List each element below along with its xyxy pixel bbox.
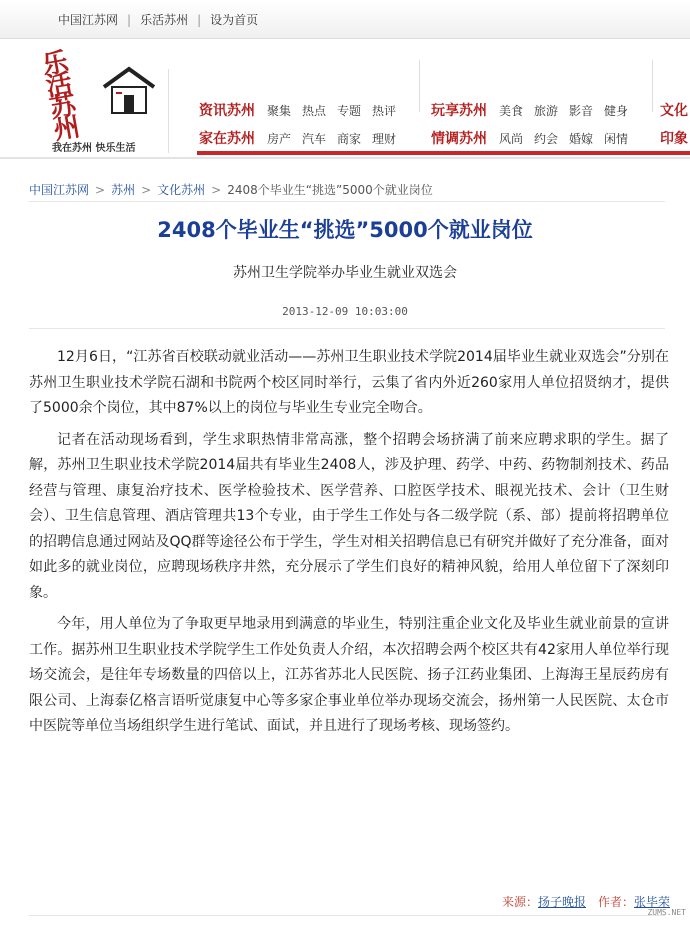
article-paragraph: 记者在活动现场看到，学生求职热情非常高涨，整个招聘会场挤满了前来应聘求职的学生。据了解，苏州卫生职业技术学院2014届共有毕业生2408人，涉及护理、药学、中药、药物制剂技术、药品经营与管理、康复治疗技术、医学检验技术、医学营养、口腔医学技术、眼视光技术、会计（卫生财会）、卫生信息管理、酒店管理共13个专业，由于学生工作处与各二级学院（系、部）提前将招聘单位的招聘信息通过网站及QQ群等途径公布于学生，学生对相关招聘信息已有研究并做好了充分准备，面对如此多的就业岗位，应聘现场秩序井然，充分展示了学生们良好的精神风貌，给用人单位留下了深刻印象。 bbox=[29, 431, 669, 601]
article-body bbox=[29, 345, 669, 746]
source-label: 来源： bbox=[501, 895, 538, 909]
breadcrumb-link[interactable]: 中国江苏网 bbox=[29, 183, 90, 197]
breadcrumb-link[interactable]: 苏州 bbox=[111, 183, 136, 197]
article-source bbox=[502, 893, 670, 910]
article-paragraph: 今年，用人单位为了争取更早地录用到满意的毕业生，特别注重企业文化及毕业生就业前景的宣讲工作。据苏州卫生职业技术学院学生工作处负责人介绍，本次招聘会两个校区共有42家用人单位举行现场交流会，是往年专场数量的四倍以上，江苏省苏北人民医院、扬子江药业集团、上海海王星辰药房有限公司、上海泰亿格言语听觉康复中心等多家企事业单位举办现场交流会，扬州第一人民医院、太仓市中医院等单位当场组织学生进行笔试、面试，并且进行了现场考核、现场签约。 bbox=[29, 616, 669, 734]
nav-row-play bbox=[431, 100, 639, 120]
link-set-homepage[interactable]: 设为首页 bbox=[210, 13, 259, 27]
nav-item[interactable]: 旅游 bbox=[534, 103, 559, 118]
divider bbox=[29, 915, 665, 916]
watermark: ZUMS.NET bbox=[647, 908, 686, 917]
nav-item[interactable]: 婚嫁 bbox=[569, 131, 594, 146]
nav-item[interactable]: 热点 bbox=[302, 103, 327, 118]
nav-item[interactable]: 理财 bbox=[372, 131, 397, 146]
article-subtitle: 苏州卫生学院举办毕业生就业双选会 bbox=[233, 265, 457, 281]
separator: | bbox=[127, 12, 132, 27]
nav-item[interactable]: 美食 bbox=[499, 103, 524, 118]
source-link[interactable]: 扬子晚报 bbox=[537, 895, 586, 909]
nav-item[interactable]: 热评 bbox=[372, 103, 397, 118]
nav-item[interactable]: 房产 bbox=[267, 131, 292, 146]
breadcrumb bbox=[29, 181, 433, 198]
divider bbox=[29, 201, 665, 202]
link-lehuo-suzhou[interactable]: 乐活苏州 bbox=[140, 13, 189, 27]
nav-item[interactable]: 影音 bbox=[569, 103, 594, 118]
divider bbox=[652, 60, 653, 112]
divider bbox=[168, 69, 169, 153]
top-links bbox=[58, 11, 258, 28]
nav-item[interactable]: 汽车 bbox=[302, 131, 327, 146]
nav-red-bar bbox=[197, 151, 690, 155]
nav-item[interactable]: 商家 bbox=[337, 131, 362, 146]
logo-calligraphy: 乐活苏州 bbox=[39, 47, 83, 147]
nav-item[interactable]: 闲情 bbox=[604, 131, 629, 146]
divider bbox=[29, 328, 665, 329]
site-logo[interactable] bbox=[39, 47, 158, 154]
nav-item[interactable]: 聚集 bbox=[267, 103, 292, 118]
author-label: 作者： bbox=[597, 895, 634, 909]
nav-item[interactable]: 风尚 bbox=[499, 131, 524, 146]
nav-row-mood bbox=[431, 128, 639, 148]
author-link[interactable]: 张毕荣 bbox=[633, 895, 670, 909]
top-bar bbox=[0, 0, 690, 39]
breadcrumb-arrow: > bbox=[211, 183, 222, 197]
nav-row-impression bbox=[660, 128, 690, 148]
nav-category[interactable]: 印象 bbox=[660, 131, 688, 147]
nav-item[interactable]: 约会 bbox=[534, 131, 559, 146]
house-icon bbox=[102, 63, 156, 119]
article-paragraph: 12月6日，“江苏省百校联动就业活动——苏州卫生职业技术学院2014届毕业生就业双选会”分别在苏州卫生职业技术学院石湖和书院两个校区同时举行，云集了省内外近260家用人单位招贤纳才，提供了5000余个岗位，其中87%以上的岗位与毕业生专业完全吻合。 bbox=[29, 349, 669, 416]
article-title: 2408个毕业生“挑选”5000个就业岗位 bbox=[157, 218, 533, 242]
nav-category[interactable]: 家在苏州 bbox=[199, 131, 255, 147]
nav-category[interactable]: 情调苏州 bbox=[431, 131, 487, 147]
nav-category[interactable]: 资讯苏州 bbox=[199, 103, 255, 119]
nav-row-news bbox=[199, 100, 407, 120]
site-header bbox=[0, 39, 690, 159]
nav-item[interactable]: 健身 bbox=[604, 103, 629, 118]
nav-category[interactable]: 文化 bbox=[660, 103, 688, 119]
separator: | bbox=[197, 12, 202, 27]
breadcrumb-link[interactable]: 文化苏州 bbox=[157, 183, 206, 197]
link-jiangsu-net[interactable]: 中国江苏网 bbox=[58, 13, 119, 27]
nav-row-home bbox=[199, 128, 407, 148]
breadcrumb-current: 2408个毕业生“挑选”5000个就业岗位 bbox=[227, 183, 433, 197]
nav-item[interactable]: 专题 bbox=[337, 103, 362, 118]
divider bbox=[419, 60, 420, 112]
nav-category[interactable]: 玩享苏州 bbox=[431, 103, 487, 119]
logo-slogan: 我在苏州 快乐生活 bbox=[52, 143, 136, 154]
nav-row-culture bbox=[660, 100, 690, 120]
breadcrumb-arrow: > bbox=[95, 183, 106, 197]
article-date: 2013-12-09 10:03:00 bbox=[282, 305, 408, 318]
breadcrumb-arrow: > bbox=[141, 183, 152, 197]
